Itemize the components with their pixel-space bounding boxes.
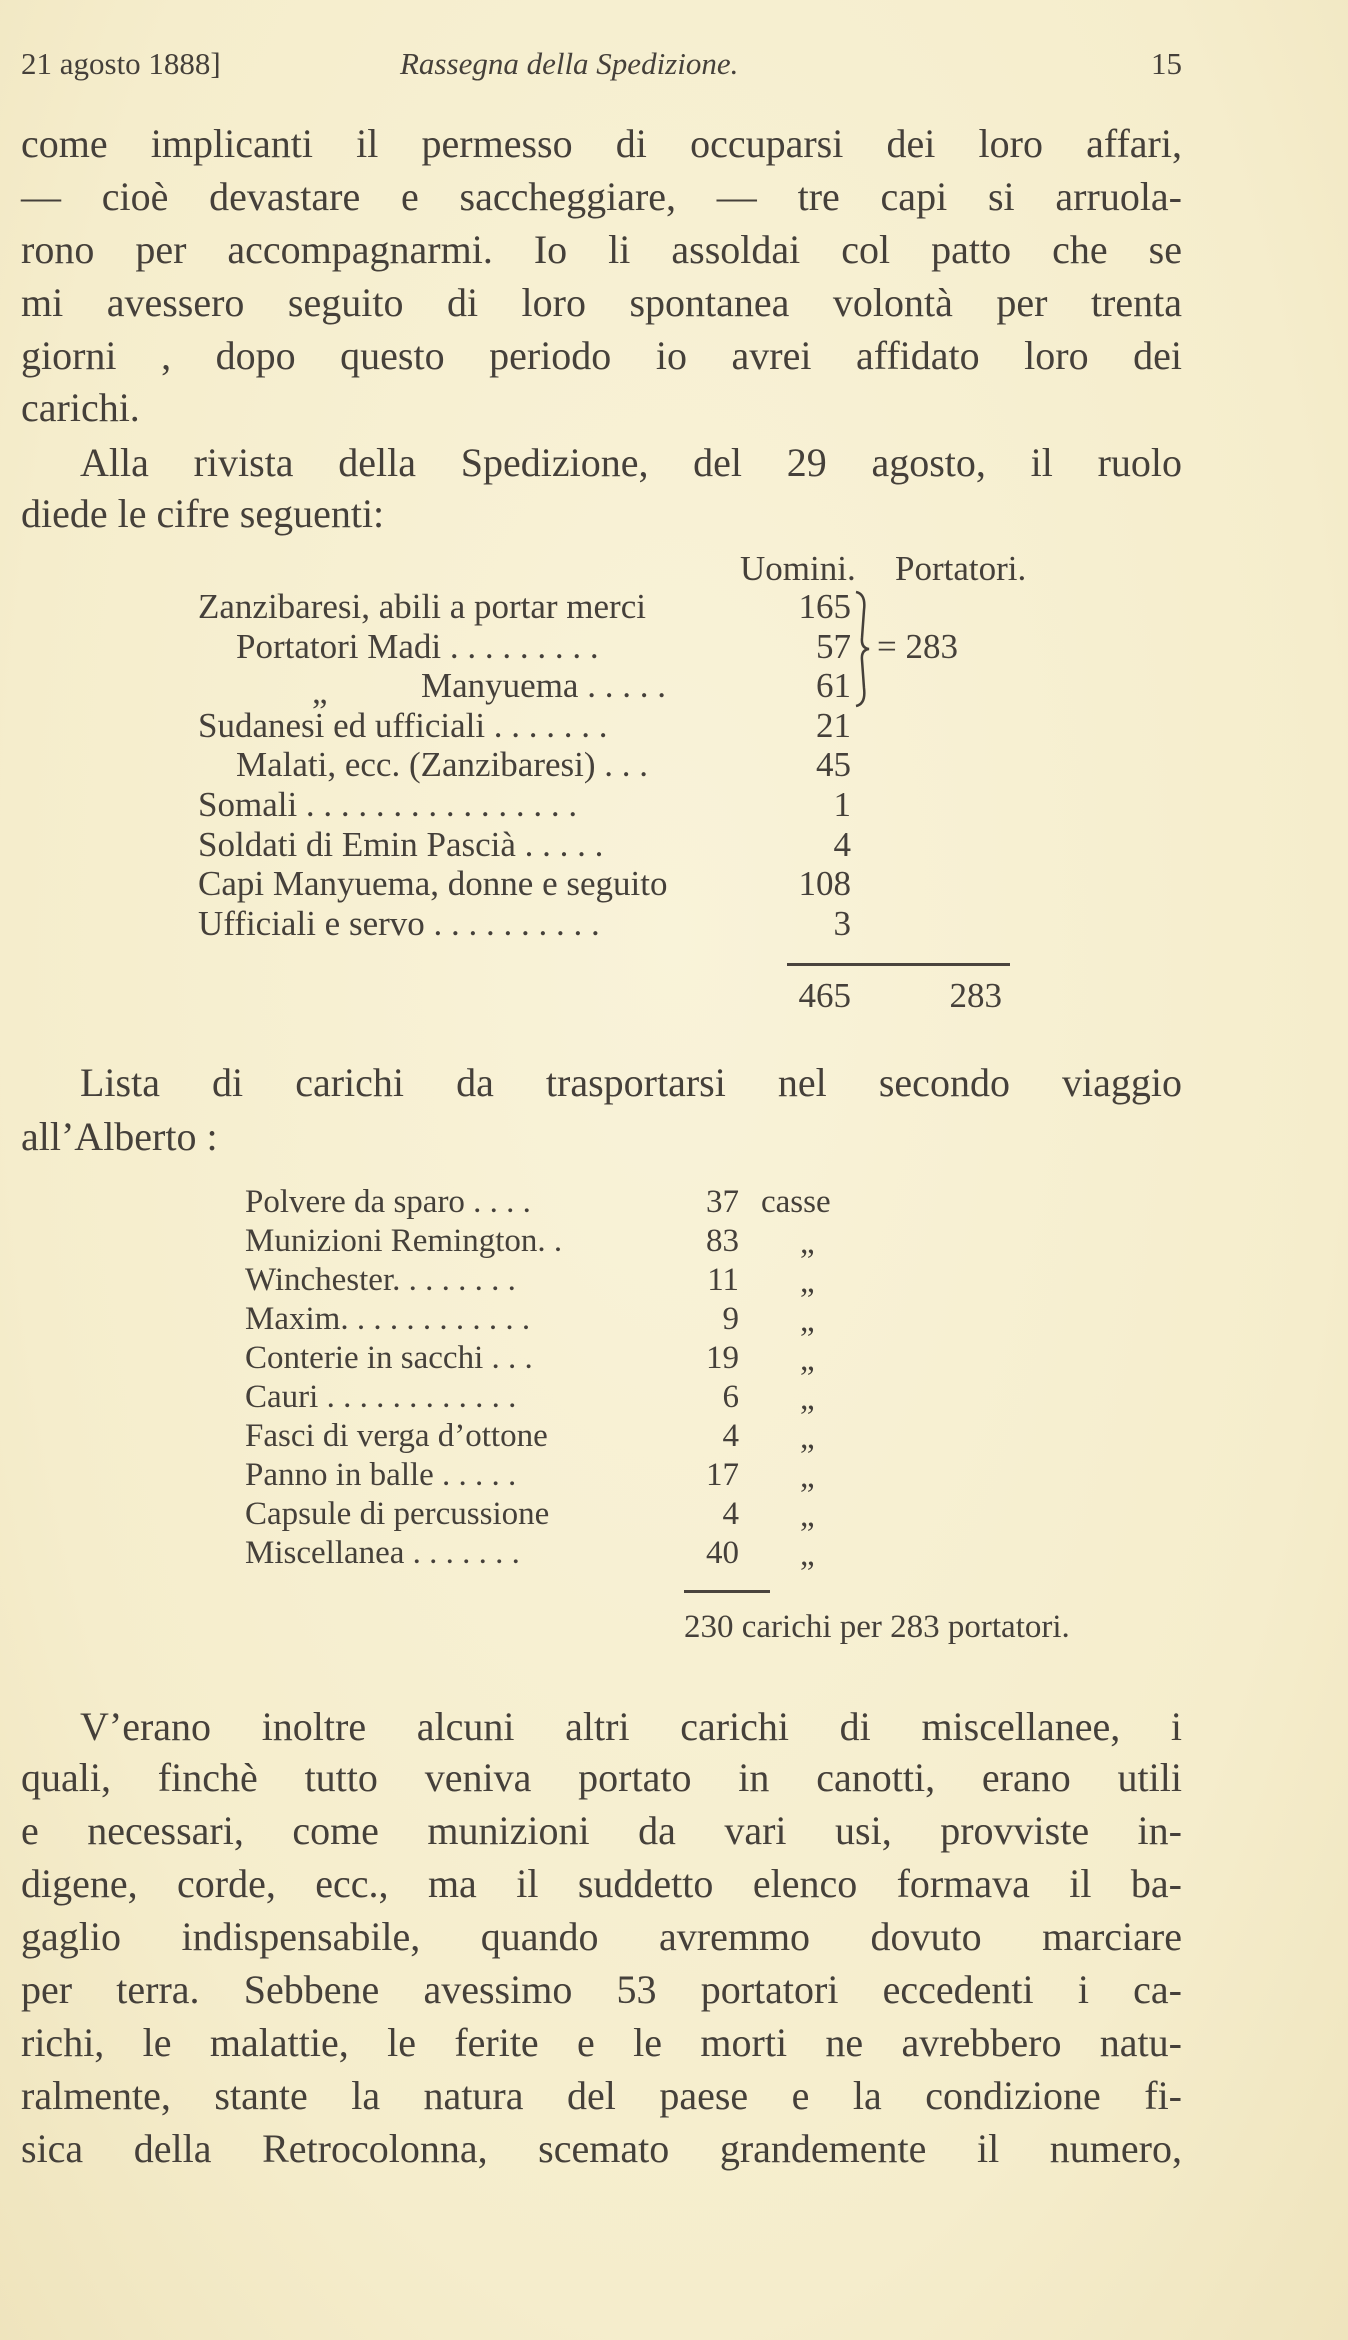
row-value: 19 <box>706 1340 739 1376</box>
running-header-title: Rassegna della Spedizione. <box>400 46 739 81</box>
row-label: Munizioni Remington. . <box>245 1223 563 1259</box>
row-label: Capi Manyuema, donne e seguito <box>198 864 668 903</box>
row-label: Maxim. . . . . . . . . . . . <box>245 1301 531 1337</box>
curly-brace-icon <box>852 590 874 708</box>
ditto-mark: „ <box>800 1264 815 1300</box>
bracket-sum: = 283 <box>877 627 958 666</box>
sum-rule <box>684 1590 770 1593</box>
text-line: Lista di carichi da trasportarsi nel secondo viaggio <box>80 1060 1182 1105</box>
ditto-mark: „ <box>800 1381 815 1417</box>
text-line: come implicanti il permesso di occuparsi dei loro affari, <box>21 121 1182 166</box>
row-label: Miscellanea . . . . . . . <box>245 1535 520 1571</box>
text-line: gaglio indispensabile, quando avremmo dovuto marciare <box>21 1914 1182 1959</box>
ditto-mark: „ <box>800 1342 815 1378</box>
page-number: 15 <box>1151 46 1182 81</box>
text-line: Alla rivista della Spedizione, del 29 agosto, il ruolo <box>80 440 1182 485</box>
text-line: giorni , dopo questo periodo io avrei affidato loro dei <box>21 333 1182 378</box>
row-value: 83 <box>706 1223 739 1259</box>
row-label: Sudanesi ed ufficiali . . . . . . . <box>198 706 608 745</box>
sum-rule <box>787 963 1010 966</box>
row-label: Conterie in sacchi . . . <box>245 1340 533 1376</box>
row-label: Soldati di Emin Pascià . . . . . <box>198 825 604 864</box>
row-label: Manyuema . . . . . <box>421 666 666 705</box>
row-value: 108 <box>798 864 851 903</box>
text-line: sica della Retrocolonna, scemato grandemente il numero, <box>21 2126 1182 2171</box>
row-label: Capsule di percussione <box>245 1496 550 1532</box>
row-value: 21 <box>816 706 851 745</box>
text-line: digene, corde, ecc., ma il suddetto elenco formava il ba- <box>21 1861 1182 1906</box>
ditto-mark: „ <box>800 1303 815 1339</box>
running-header-date: 21 agosto 1888] <box>21 46 221 81</box>
row-value: 37 <box>706 1184 739 1220</box>
row-value: 4 <box>722 1496 739 1532</box>
row-value: 45 <box>816 745 851 784</box>
text-line: V’erano inoltre alcuni altri carichi di miscellanee, i <box>80 1704 1182 1749</box>
row-value: 9 <box>722 1301 739 1337</box>
row-label: Somali . . . . . . . . . . . . . . . . <box>198 785 578 824</box>
row-label: Zanzibaresi, abili a portar merci <box>198 587 646 626</box>
text-line: e necessari, come munizioni da vari usi, provviste in- <box>21 1808 1182 1853</box>
text-line: carichi. <box>21 385 140 430</box>
row-value: 6 <box>722 1379 739 1415</box>
text-line: quali, finchè tutto veniva portato in canotti, erano utili <box>21 1755 1182 1800</box>
column-header-uomini: Uomini. <box>740 549 856 588</box>
ditto-mark: „ <box>800 1459 815 1495</box>
column-header-portatori: Portatori. <box>895 549 1027 588</box>
text-line: ralmente, stante la natura del paese e la condizione fi- <box>21 2073 1182 2118</box>
ditto-mark: „ <box>800 1537 815 1573</box>
total-line: 230 carichi per 283 portatori. <box>684 1609 1070 1645</box>
row-value: 4 <box>833 825 851 864</box>
text-line: mi avessero seguito di loro spontanea volontà per trenta <box>21 280 1182 325</box>
row-label: Winchester. . . . . . . . <box>245 1262 516 1298</box>
row-label: Fasci di verga d’ottone <box>245 1418 548 1454</box>
row-value: 40 <box>706 1535 739 1571</box>
row-label: Malati, ecc. (Zanzibaresi) . . . <box>236 745 649 784</box>
row-label: Panno in balle . . . . . <box>245 1457 517 1493</box>
row-value: 17 <box>706 1457 739 1493</box>
text-line: — cioè devastare e saccheggiare, — tre capi si arruola- <box>21 174 1182 219</box>
text-line: diede le cifre seguenti: <box>21 491 385 536</box>
row-value: 11 <box>707 1262 739 1298</box>
row-value: 1 <box>833 785 851 824</box>
text-line: richi, le malattie, le ferite e le morti ne avrebbero natu- <box>21 2020 1182 2065</box>
row-unit: casse <box>761 1184 831 1220</box>
row-value: 57 <box>816 627 851 666</box>
row-value: 61 <box>816 666 851 705</box>
row-value: 3 <box>833 904 851 943</box>
row-label: Portatori Madi . . . . . . . . . <box>236 627 599 666</box>
text-line: per terra. Sebbene avessimo 53 portatori eccedenti i ca- <box>21 1967 1182 2012</box>
row-label: Ufficiali e servo . . . . . . . . . . <box>198 904 600 943</box>
row-value: 165 <box>798 587 851 626</box>
ditto-mark: „ <box>800 1420 815 1456</box>
ditto-mark: „ <box>312 672 328 711</box>
row-label: Cauri . . . . . . . . . . . . <box>245 1379 517 1415</box>
row-label: Polvere da sparo . . . . <box>245 1184 531 1220</box>
row-value: 4 <box>722 1418 739 1454</box>
total-portatori: 283 <box>949 976 1002 1015</box>
text-line: all’Alberto : <box>21 1114 218 1159</box>
ditto-mark: „ <box>800 1225 815 1261</box>
total-uomini: 465 <box>798 976 851 1015</box>
ditto-mark: „ <box>800 1498 815 1534</box>
text-line: rono per accompagnarmi. Io li assoldai col patto che se <box>21 227 1182 272</box>
